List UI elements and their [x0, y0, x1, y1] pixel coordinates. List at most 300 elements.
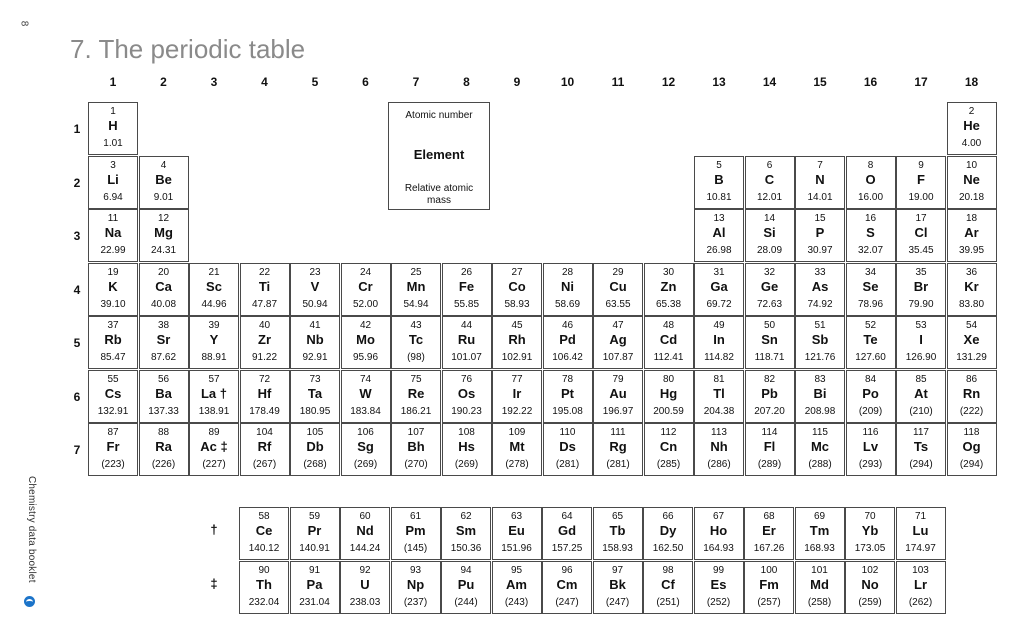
relative-atomic-mass: 164.93: [703, 543, 734, 554]
relative-atomic-mass: (237): [403, 596, 428, 608]
element-cell: [845, 507, 895, 560]
element-cell: [795, 209, 845, 262]
element-cell: [340, 561, 390, 614]
element-cell: [492, 423, 542, 476]
relative-atomic-mass: 204.38: [703, 405, 735, 417]
atomic-number: 95: [510, 564, 523, 576]
element-symbol: S: [866, 225, 875, 240]
element-symbol: K: [108, 278, 118, 294]
element-cell: [947, 316, 997, 369]
atomic-number: 85: [915, 373, 927, 385]
element-cell: [290, 316, 340, 369]
atomic-number: 48: [662, 320, 675, 331]
element-cell: [745, 263, 795, 316]
element-cell: [947, 209, 997, 262]
relative-atomic-mass: 83.80: [958, 298, 985, 310]
relative-atomic-mass: 10.81: [706, 191, 732, 203]
relative-atomic-mass: 150.36: [450, 543, 482, 554]
atomic-number: 19: [107, 266, 119, 278]
relative-atomic-mass: 174.97: [905, 543, 936, 554]
element-symbol: Gd: [557, 523, 577, 538]
actinide-marker: ‡: [210, 576, 218, 591]
element-symbol: Y: [209, 332, 219, 347]
atomic-number: 49: [713, 320, 725, 331]
element-cell: [492, 316, 542, 369]
atomic-number: 30: [662, 266, 675, 278]
element-symbol: Cd: [659, 332, 678, 347]
atomic-number: 61: [409, 511, 422, 522]
element-symbol: Sg: [357, 439, 374, 454]
atomic-number: 41: [309, 320, 321, 331]
relative-atomic-mass: 232.04: [248, 596, 280, 608]
relative-atomic-mass: 192.22: [501, 405, 533, 417]
relative-atomic-mass: 118.71: [754, 352, 785, 363]
atomic-number: 62: [460, 511, 472, 522]
group-header: 6: [362, 75, 369, 89]
element-cell: [947, 102, 997, 155]
element-symbol: Sb: [811, 332, 829, 347]
atomic-number: 24: [359, 266, 372, 278]
element-cell: [845, 561, 895, 614]
relative-atomic-mass: 28.09: [756, 245, 783, 256]
atomic-number: 57: [208, 373, 220, 385]
atomic-number: 84: [864, 373, 877, 385]
element-key: [388, 102, 490, 210]
element-symbol: Li: [107, 171, 119, 187]
atomic-number: 39: [208, 320, 220, 331]
relative-atomic-mass: 107.87: [602, 352, 634, 363]
atomic-number: 25: [410, 266, 422, 278]
relative-atomic-mass: (244): [454, 596, 478, 608]
period-header: 7: [73, 443, 81, 457]
atomic-number: 8: [867, 159, 874, 171]
element-symbol: Cu: [609, 278, 627, 294]
element-symbol: Mt: [509, 439, 525, 454]
atomic-number: 108: [458, 427, 475, 438]
atomic-number: 40: [258, 320, 271, 331]
atomic-number: 29: [612, 266, 624, 278]
relative-atomic-mass: (289): [757, 459, 782, 470]
element-cell: [846, 370, 896, 423]
relative-atomic-mass: 137.33: [148, 405, 179, 417]
element-symbol: Bh: [407, 439, 425, 454]
atomic-number: 116: [862, 427, 879, 438]
element-cell: [290, 507, 340, 560]
element-cell: [745, 423, 795, 476]
element-symbol: Po: [862, 385, 879, 401]
element-symbol: Db: [306, 439, 324, 454]
element-cell: [442, 263, 492, 316]
element-cell: [391, 423, 441, 476]
relative-atomic-mass: 22.99: [100, 245, 126, 256]
relative-atomic-mass: (286): [707, 459, 731, 470]
atomic-number: 80: [662, 373, 675, 385]
relative-atomic-mass: (145): [403, 543, 428, 554]
element-cell: [846, 263, 896, 316]
element-cell: [694, 507, 744, 560]
element-symbol: Er: [762, 523, 776, 538]
relative-atomic-mass: 101.07: [451, 352, 482, 363]
element-symbol: Pm: [405, 523, 426, 538]
atomic-number: 90: [258, 564, 270, 576]
relative-atomic-mass: (269): [353, 459, 378, 470]
element-cell: [441, 507, 491, 560]
element-cell: [795, 423, 845, 476]
element-symbol: H: [108, 118, 118, 133]
element-symbol: Pa: [306, 576, 323, 592]
element-cell: [290, 370, 340, 423]
element-cell: [88, 370, 138, 423]
element-cell: [795, 561, 845, 614]
element-cell: [341, 316, 391, 369]
relative-atomic-mass: 24.31: [150, 245, 177, 256]
atomic-number: 67: [712, 511, 725, 522]
relative-atomic-mass: 58.69: [554, 298, 581, 310]
element-cell: [745, 209, 795, 262]
element-cell: [341, 370, 391, 423]
relative-atomic-mass: (222): [959, 405, 984, 417]
element-symbol: Br: [913, 278, 929, 294]
element-cell: [239, 561, 289, 614]
element-cell: [88, 156, 138, 209]
relative-atomic-mass: (268): [303, 459, 327, 470]
atomic-number: 11: [107, 213, 119, 224]
atomic-number: 81: [713, 373, 725, 385]
element-symbol: Cr: [358, 278, 373, 294]
element-symbol: Tb: [609, 523, 626, 538]
element-symbol: P: [815, 225, 825, 240]
element-symbol: Bk: [609, 576, 626, 592]
element-symbol: Sc: [206, 278, 222, 294]
element-symbol: N: [815, 171, 825, 187]
atomic-number: 107: [407, 427, 425, 438]
relative-atomic-mass: (270): [404, 459, 428, 470]
atomic-number: 26: [460, 266, 473, 278]
element-cell: [240, 370, 290, 423]
element-symbol: Cl: [914, 225, 928, 240]
element-cell: [391, 316, 441, 369]
element-symbol: Re: [407, 385, 425, 401]
relative-atomic-mass: 69.72: [706, 298, 732, 310]
atomic-number: 2: [968, 106, 975, 117]
atomic-number: 115: [812, 427, 828, 438]
atomic-number: 92: [359, 564, 371, 576]
element-cell: [492, 370, 542, 423]
element-cell: [239, 507, 289, 560]
atomic-number: 33: [814, 266, 826, 278]
relative-atomic-mass: (210): [909, 405, 933, 417]
atomic-number: 21: [208, 266, 220, 278]
relative-atomic-mass: 168.93: [804, 543, 835, 554]
relative-atomic-mass: 26.98: [706, 245, 732, 256]
atomic-number: 5: [716, 159, 722, 171]
atomic-number: 100: [760, 564, 778, 576]
relative-atomic-mass: 196.97: [602, 405, 634, 417]
key-element: Element: [413, 147, 465, 162]
relative-atomic-mass: (285): [656, 459, 681, 470]
element-symbol: Ni: [561, 278, 574, 294]
element-cell: [644, 423, 694, 476]
element-cell: [644, 263, 694, 316]
atomic-number: 55: [107, 373, 119, 385]
element-cell: [139, 423, 189, 476]
relative-atomic-mass: 200.59: [653, 405, 684, 417]
element-symbol: Og: [962, 439, 981, 454]
element-cell: [290, 263, 340, 316]
element-symbol: Rf: [257, 439, 272, 454]
relative-atomic-mass: (281): [606, 459, 630, 470]
relative-atomic-mass: 6.94: [103, 191, 123, 203]
element-cell: [644, 316, 694, 369]
group-header: 5: [311, 75, 319, 89]
element-cell: [543, 370, 593, 423]
element-cell: [846, 156, 896, 209]
atomic-number: 76: [460, 373, 473, 385]
element-symbol: Si: [763, 225, 776, 240]
element-cell: [644, 370, 694, 423]
relative-atomic-mass: (267): [252, 459, 277, 470]
element-symbol: V: [310, 278, 320, 294]
relative-atomic-mass: 65.38: [655, 298, 682, 310]
element-cell: [189, 423, 239, 476]
atomic-number: 43: [410, 320, 422, 331]
atomic-number: 78: [561, 373, 574, 385]
element-symbol: La †: [200, 385, 227, 401]
atomic-number: 12: [157, 213, 170, 224]
relative-atomic-mass: 54.94: [403, 298, 429, 310]
relative-atomic-mass: 35.45: [908, 245, 934, 256]
element-cell: [189, 263, 239, 316]
element-cell: [947, 263, 997, 316]
atomic-number: 66: [662, 511, 674, 522]
element-symbol: As: [811, 278, 829, 294]
element-cell: [896, 423, 946, 476]
element-symbol: Au: [609, 385, 627, 401]
element-cell: [492, 561, 542, 614]
element-cell: [896, 263, 946, 316]
element-symbol: Sn: [761, 332, 778, 347]
element-cell: [745, 316, 795, 369]
element-symbol: Md: [810, 576, 829, 592]
atomic-number: 56: [157, 373, 170, 385]
atomic-number: 34: [864, 266, 877, 278]
atomic-number: 82: [763, 373, 776, 385]
element-cell: [795, 316, 845, 369]
relative-atomic-mass: (243): [504, 596, 529, 608]
element-symbol: Nb: [306, 332, 324, 347]
relative-atomic-mass: 208.98: [804, 405, 836, 417]
relative-atomic-mass: (258): [807, 596, 832, 608]
relative-atomic-mass: 32.07: [857, 245, 884, 256]
element-symbol: Ti: [258, 278, 271, 294]
atomic-number: 54: [965, 320, 978, 331]
element-symbol: Nd: [356, 523, 374, 538]
relative-atomic-mass: 157.25: [551, 543, 583, 554]
relative-atomic-mass: 88.91: [201, 352, 227, 363]
group-header: 11: [611, 75, 625, 89]
element-cell: [593, 507, 643, 560]
element-symbol: Hg: [659, 385, 678, 401]
relative-atomic-mass: 78.96: [857, 298, 884, 310]
atomic-number: 4: [160, 159, 167, 171]
relative-atomic-mass: 44.96: [201, 298, 227, 310]
atomic-number: 110: [559, 427, 576, 438]
element-cell: [139, 316, 189, 369]
element-symbol: O: [865, 171, 876, 187]
element-cell: [795, 507, 845, 560]
element-cell: [442, 370, 492, 423]
element-symbol: Tl: [713, 385, 725, 401]
atomic-number: 63: [510, 511, 523, 522]
element-symbol: Zn: [660, 278, 677, 294]
relative-atomic-mass: (288): [808, 459, 832, 470]
atomic-number: 91: [308, 564, 321, 576]
relative-atomic-mass: 140.91: [299, 543, 330, 554]
relative-atomic-mass: 91.22: [251, 352, 278, 363]
relative-atomic-mass: 1.01: [103, 138, 123, 149]
relative-atomic-mass: 39.10: [100, 298, 126, 310]
element-symbol: Pb: [761, 385, 778, 401]
element-cell: [846, 316, 896, 369]
group-header: 17: [914, 75, 928, 89]
element-cell: [896, 316, 946, 369]
atomic-number: 14: [763, 213, 776, 224]
element-symbol: Am: [506, 576, 527, 592]
element-cell: [492, 507, 542, 560]
element-cell: [290, 561, 340, 614]
element-symbol: W: [359, 385, 372, 401]
element-symbol: Pt: [561, 385, 574, 401]
element-symbol: Eu: [508, 523, 525, 538]
group-header: 13: [712, 75, 726, 89]
period-header: 6: [73, 389, 81, 404]
relative-atomic-mass: 195.08: [552, 405, 583, 417]
element-cell: [442, 423, 492, 476]
relative-atomic-mass: 127.60: [855, 352, 886, 363]
atomic-number: 71: [914, 511, 927, 522]
atomic-number: 13: [713, 213, 725, 224]
relative-atomic-mass: 55.85: [453, 298, 480, 310]
element-symbol: Dy: [659, 523, 677, 538]
element-cell: [745, 156, 795, 209]
element-symbol: Ac ‡: [200, 439, 228, 454]
relative-atomic-mass: 9.01: [153, 191, 174, 203]
relative-atomic-mass: 92.91: [302, 352, 328, 363]
relative-atomic-mass: 58.93: [504, 298, 530, 310]
atomic-number: 93: [409, 564, 422, 576]
page-title: 7. The periodic table: [70, 34, 306, 65]
element-symbol: In: [713, 332, 725, 347]
atomic-number: 32: [763, 266, 776, 278]
atomic-number: 65: [611, 511, 624, 522]
element-cell: [593, 316, 643, 369]
element-symbol: Be: [155, 171, 172, 187]
relative-atomic-mass: (227): [202, 459, 226, 470]
atomic-number: 51: [814, 320, 826, 331]
element-cell: [240, 423, 290, 476]
relative-atomic-mass: 72.63: [756, 298, 783, 310]
relative-atomic-mass: 16.00: [857, 191, 884, 203]
atomic-number: 111: [610, 427, 626, 438]
group-header: 1: [109, 75, 117, 89]
element-cell: [341, 263, 391, 316]
relative-atomic-mass: 14.01: [807, 191, 833, 203]
element-symbol: B: [714, 171, 724, 187]
atomic-number: 45: [511, 320, 523, 331]
element-symbol: Hs: [458, 439, 475, 454]
element-cell: [896, 370, 946, 423]
atomic-number: 112: [660, 427, 677, 438]
relative-atomic-mass: 162.50: [652, 543, 684, 554]
element-symbol: Cs: [104, 385, 122, 401]
atomic-number: 64: [561, 511, 573, 522]
atomic-number: 89: [208, 427, 220, 438]
element-cell: [189, 370, 239, 423]
element-cell: [593, 561, 643, 614]
relative-atomic-mass: (223): [101, 459, 125, 470]
atomic-number: 22: [258, 266, 271, 278]
side-label: Chemistry data booklet: [26, 476, 37, 583]
relative-atomic-mass: 183.84: [350, 405, 381, 417]
element-cell: [543, 316, 593, 369]
relative-atomic-mass: (259): [858, 596, 882, 608]
atomic-number: 109: [508, 427, 526, 438]
atomic-number: 35: [915, 266, 927, 278]
atomic-number: 118: [963, 427, 980, 438]
element-symbol: Te: [863, 332, 878, 347]
element-symbol: Lu: [912, 523, 929, 538]
element-cell: [442, 316, 492, 369]
relative-atomic-mass: 19.00: [908, 191, 934, 203]
relative-atomic-mass: 121.76: [804, 352, 836, 363]
atomic-number: 70: [864, 511, 876, 522]
relative-atomic-mass: (281): [555, 459, 580, 470]
atomic-number: 106: [357, 427, 374, 438]
relative-atomic-mass: 132.91: [97, 405, 129, 417]
element-cell: [139, 370, 189, 423]
element-symbol: Se: [862, 278, 879, 294]
relative-atomic-mass: (278): [505, 459, 529, 470]
atomic-number: 20: [157, 266, 170, 278]
element-symbol: Tc: [408, 332, 424, 347]
element-symbol: Na: [104, 225, 122, 240]
relative-atomic-mass: 12.01: [756, 191, 783, 203]
publisher-logo-icon: [24, 596, 35, 607]
relative-atomic-mass: 40.08: [150, 298, 177, 310]
element-cell: [492, 263, 542, 316]
element-symbol: Fe: [458, 278, 475, 294]
group-header: 18: [964, 75, 979, 89]
element-symbol: Tm: [809, 523, 830, 538]
relative-atomic-mass: (257): [757, 596, 781, 608]
element-symbol: Ba: [155, 385, 172, 401]
element-symbol: Yb: [861, 523, 879, 538]
element-cell: [88, 316, 138, 369]
relative-atomic-mass: 190.23: [451, 405, 482, 417]
element-symbol: Ru: [457, 332, 476, 347]
element-symbol: Fr: [106, 439, 120, 454]
element-symbol: Ra: [155, 439, 172, 454]
element-symbol: Mn: [406, 278, 426, 294]
atomic-number: 23: [309, 266, 321, 278]
relative-atomic-mass: 52.00: [352, 298, 379, 310]
atomic-number: 38: [157, 320, 170, 331]
relative-atomic-mass: (262): [908, 596, 933, 608]
atomic-number: 9: [918, 159, 924, 171]
element-symbol: Ca: [155, 278, 172, 294]
element-cell: [542, 561, 592, 614]
relative-atomic-mass: 180.95: [299, 405, 331, 417]
